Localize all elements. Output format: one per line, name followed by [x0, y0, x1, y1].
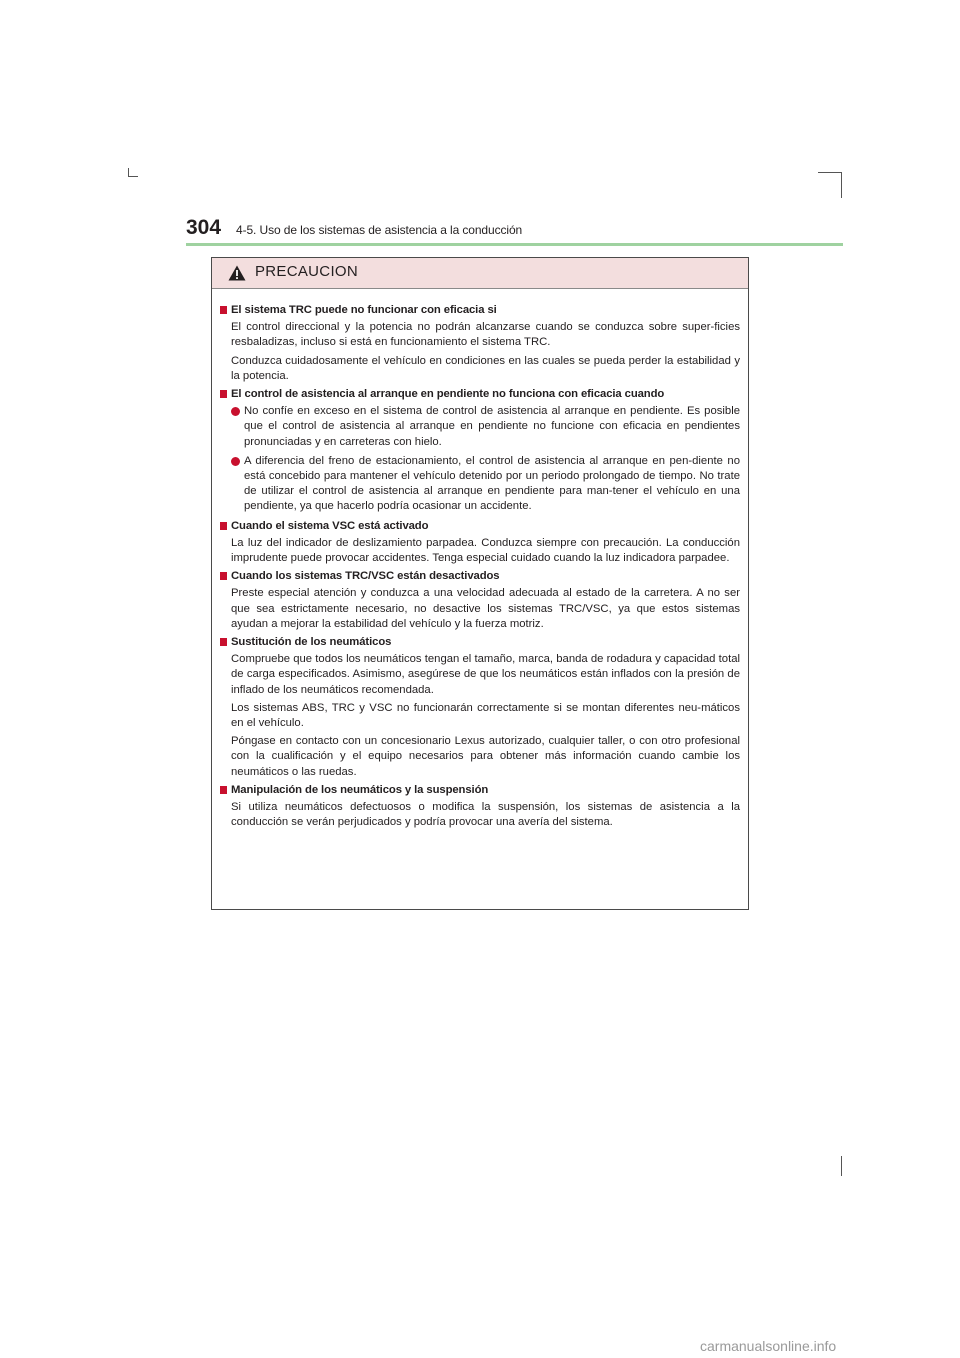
section-heading-text: El sistema TRC puede no funcionar con eficacia si — [231, 304, 497, 316]
watermark: carmanualsonline.info — [700, 1338, 837, 1354]
crop-mark-top-left-h — [128, 176, 138, 177]
section-heading-text: El control de asistencia al arranque en pendiente no funciona con eficacia cuando — [231, 388, 665, 401]
red-square-marker-icon — [220, 390, 227, 398]
section-heading-text: Cuando los sistemas TRC/VSC están desactivados — [231, 570, 500, 583]
page-header — [186, 216, 846, 246]
section-heading — [220, 387, 740, 402]
red-bullet-icon — [231, 407, 240, 416]
red-bullet-icon — [231, 457, 240, 466]
warning-section — [220, 783, 740, 831]
section-paragraph: Compruebe que todos los neumáticos tengan el tamaño, marca, banda de rodadura y capacidad total de carga especificados. Asimismo, asegúrese de que los neumáticos están inflados con la presión de inflado de los neumáticos recomendada. — [231, 653, 740, 696]
warning-section — [220, 519, 740, 567]
crop-mark-top-right-v — [841, 172, 842, 198]
section-heading-text: Cuando el sistema VSC está activado — [231, 519, 429, 532]
section-title: 4-5. Uso de los sistemas de asistencia a la conducción — [236, 223, 523, 237]
section-paragraph: Los sistemas ABS, TRC y VSC no funcionarán correctamente si se montan diferentes neu-máticos en el vehículo. — [231, 701, 740, 730]
warning-section — [220, 303, 740, 384]
red-square-marker-icon — [220, 306, 227, 314]
crop-mark-top-left-v — [128, 168, 129, 177]
bullet-text: No confíe en exceso en el sistema de control de asistencia al arranque en pendiente. Es posible que el control de asistencia al arranque en pendiente no funcione con eficacia en pendientes pronunciadas y en carreteras con hielo. — [244, 405, 740, 448]
warning-section — [220, 569, 740, 632]
section-heading-text: Manipulación de los neumáticos y la suspensión — [231, 783, 489, 796]
page-number: 304 — [186, 216, 222, 239]
section-paragraph: Preste especial atención y conduzca a una velocidad adecuada al estado de la carretera. A no ser que sea estrictamente necesario, no desactive los sistemas TRC/VSC, ya que estos sistemas ayudan a mejorar la estabilidad del vehículo y la fuerza motriz. — [231, 587, 740, 630]
bullet-item — [220, 404, 740, 450]
warning-body — [212, 289, 748, 831]
section-heading-text: Sustitución de los neumáticos — [231, 636, 392, 649]
section-paragraph: Conduzca cuidadosamente el vehículo en condiciones en las cuales se pueda perder la estabilidad y la potencia. — [231, 354, 740, 382]
section-paragraph: El control direccional y la potencia no podrán alcanzarse cuando se conduzca sobre super-ficies resbaladizas, incluso si está en funcionamiento el sistema TRC. — [231, 321, 740, 349]
warning-section — [220, 635, 740, 780]
section-heading — [220, 569, 740, 584]
red-square-marker-icon — [220, 572, 227, 580]
section-heading — [220, 635, 740, 650]
header-rule — [186, 243, 843, 246]
section-heading — [220, 783, 740, 798]
warning-label: PRECAUCION — [255, 263, 359, 280]
warning-header — [212, 258, 748, 289]
bullet-text: A diferencia del freno de estacionamiento, el control de asistencia al arranque en pen-diente no está concebido para mantener el vehículo detenido por un periodo prolongado de tiempo. No trate de utilizar el control de asistencia al arranque en pendiente para man-tener el vehículo en una pendiente, ya que hacerlo podría ocasionar un accidente. — [244, 454, 740, 513]
red-square-marker-icon — [220, 522, 227, 530]
warning-section — [220, 387, 740, 515]
warning-triangle-icon — [228, 265, 246, 281]
section-heading — [220, 519, 740, 534]
crop-mark-bottom-right-v — [841, 1156, 842, 1176]
red-square-marker-icon — [220, 638, 227, 646]
warning-box — [211, 257, 749, 910]
section-heading — [220, 303, 740, 318]
red-square-marker-icon — [220, 786, 227, 794]
bullet-item — [220, 454, 740, 515]
section-paragraph: Si utiliza neumáticos defectuosos o modifica la suspensión, los sistemas de asistencia a la conducción se verán perjudicados y podría provocar una avería del sistema. — [231, 801, 740, 829]
crop-mark-top-right-h — [818, 172, 842, 173]
section-paragraph: Póngase en contacto con un concesionario Lexus autorizado, cualquier taller, o con otro profesional con la cualificación y el equipo necesarios para obtener más información cuando cambie los neumáticos o las ruedas. — [231, 735, 740, 778]
section-paragraph: La luz del indicador de deslizamiento parpadea. Conduzca siempre con precaución. La conducción imprudente puede provocar accidentes. Tenga especial cuidado cuando la luz indicadora parpadee. — [231, 536, 740, 565]
